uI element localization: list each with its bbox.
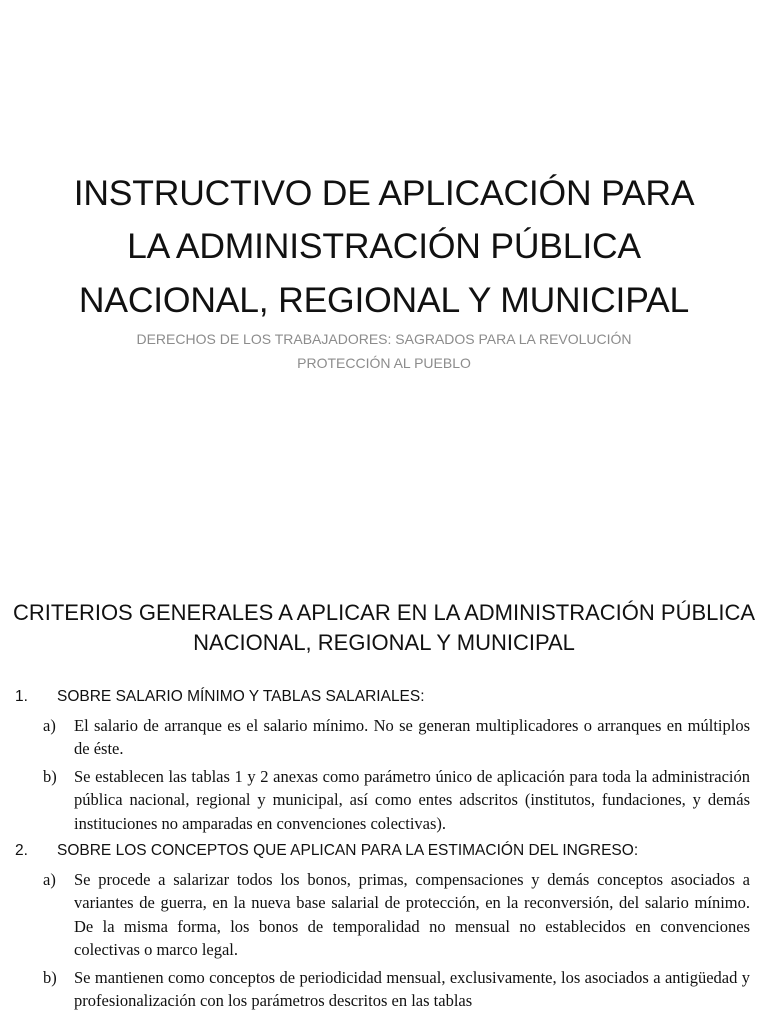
list-item	[43, 868, 750, 962]
criteria-slide	[0, 560, 768, 1024]
list-item	[43, 765, 750, 836]
item-text: Se mantienen como conceptos de periodicidad mensual, exclusivamente, los asociados a antigüedad y profesionalización con los parámetros descritos en las tablas	[74, 967, 750, 1010]
document-title	[40, 167, 728, 327]
item-text: El salario de arranque es el salario mínimo. No se generan multiplicadores o arranques en múltiplos de éste.	[74, 715, 750, 758]
subtitle-line: DERECHOS DE LOS TRABAJADORES: SAGRADOS PARA LA REVOLUCIÓN	[136, 331, 632, 347]
item-text: Se establecen las tablas 1 y 2 anexas como parámetro único de aplicación para toda la administración pública nacional, regional y municipal, así como entes adscritos (institutos, fundaciones, y demás instituciones no amparadas en convenciones colectivas).	[74, 766, 750, 833]
heading-line: CRITERIOS GENERALES A APLICAR EN LA ADMINISTRACIÓN PÚBLICA	[12, 600, 756, 625]
title-line: INSTRUCTIVO DE APLICACIÓN PARA	[73, 173, 695, 213]
section-title: SOBRE SALARIO MÍNIMO Y TABLAS SALARIALES:	[57, 688, 425, 705]
section-number: 2.	[15, 842, 28, 859]
item-marker: a)	[43, 869, 56, 889]
item-marker: b)	[43, 766, 57, 786]
criteria-heading	[10, 598, 758, 658]
list-item	[43, 714, 750, 761]
document-subtitle	[40, 327, 728, 375]
item-marker: a)	[43, 715, 56, 735]
item-marker: b)	[43, 967, 57, 987]
subtitle-line: PROTECCIÓN AL PUEBLO	[297, 355, 471, 371]
section-heading	[15, 839, 750, 863]
section-heading	[15, 685, 750, 709]
item-text: Se procede a salarizar todos los bonos, primas, compensaciones y demás conceptos asociados a variantes de guerra, en la nueva base salarial de protección, en la reconversión, del salario mínimo. De la misma forma, los bonos de temporalidad no mensual no establecidos en convenciones colectivas o marco legal.	[74, 869, 750, 959]
title-line: LA ADMINISTRACIÓN PÚBLICA	[127, 226, 641, 267]
list-item	[43, 966, 750, 1013]
section-number: 1.	[15, 688, 28, 705]
title-line: NACIONAL, REGIONAL Y MUNICIPAL	[78, 279, 690, 320]
heading-line: NACIONAL, REGIONAL Y MUNICIPAL	[193, 630, 575, 655]
section-title: SOBRE LOS CONCEPTOS QUE APLICAN PARA LA ESTIMACIÓN DEL INGRESO:	[57, 842, 639, 859]
criteria-list	[15, 685, 750, 1017]
